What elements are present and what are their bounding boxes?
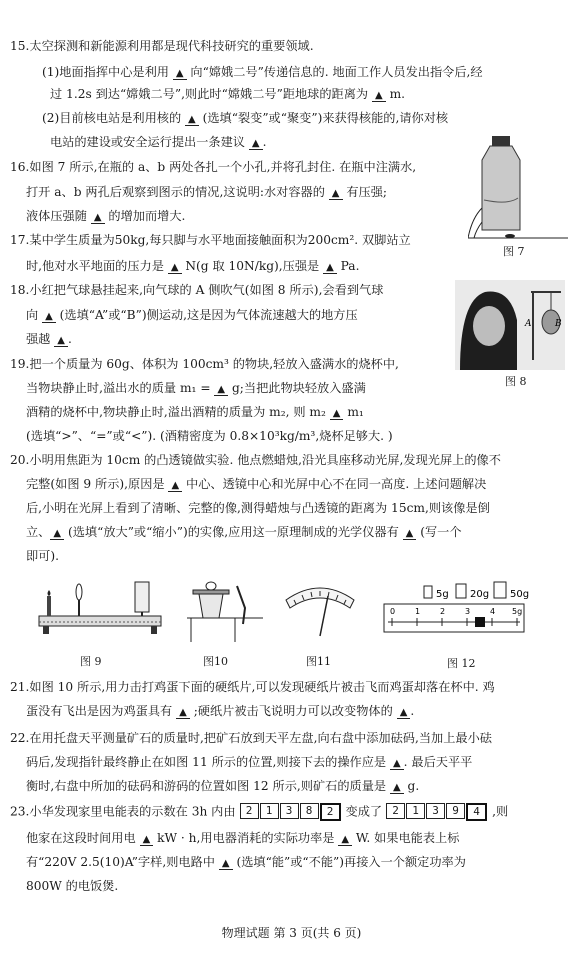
- q18-line1: 18.小红把气球悬挂起来,向气球的 A 侧吹气(如图 8 所示),会看到气球: [10, 283, 384, 297]
- figure-8-caption: 图 8: [505, 375, 527, 388]
- answer-blank: ▲: [214, 384, 228, 396]
- answer-blank: ▲: [323, 262, 337, 274]
- q19-line2: 当物块静止时,溢出水的质量 m₁ = ▲ g;当把此物块轻放入盛满: [26, 381, 366, 395]
- q15-part2-line1: (2)目前核电站是利用核的 ▲ (选填“裂变”或“聚变”)来获得核能的,请你对核: [42, 111, 449, 125]
- figure-11-balance-scale: [280, 578, 360, 638]
- q15-part2-line2: 电站的建设或安全运行提出一条建议 ▲ .: [50, 135, 267, 149]
- answer-blank: ▲: [397, 707, 411, 719]
- q16-line1: 16.如图 7 所示,在瓶的 a、b 两处各扎一个小孔,并将孔封住. 在瓶中注满水,: [10, 160, 417, 174]
- meter-reading-end: 2 1 3 9 4: [386, 803, 488, 821]
- q19-line4: (选填“>”、“=”或“<”). (酒精密度为 0.8×10³kg/m³,烧杯足够大. ): [26, 429, 393, 443]
- answer-blank: ▲: [330, 408, 344, 420]
- answer-blank: ▲: [338, 834, 352, 846]
- balloon-label-a: A: [525, 319, 532, 329]
- answer-blank: ▲: [168, 480, 182, 492]
- q18-line2: 向 ▲ (选填“A”或“B”)侧运动,这是因为气体流速越大的地方压: [26, 308, 358, 322]
- q23-line3: 有“220V 2.5(10)A”字样,则电路中 ▲ (选填“能”或“不能”)再接入一个额定功率为: [26, 855, 466, 869]
- meter-reading-start: 2 1 3 8 2: [240, 803, 342, 821]
- figure-7-caption: 图 7: [503, 245, 525, 258]
- answer-blank: ▲: [185, 114, 199, 126]
- q23-line1: 23.小华发现家里电能表的示数在 3h 内由 2 1 3 8 2 变成了 2 1 3 9 4 ,则: [10, 803, 508, 821]
- q16-line3: 液体压强随 ▲ 的增加而增大.: [26, 209, 186, 223]
- answer-blank: ▲: [42, 311, 56, 323]
- ruler-tick-3: 3: [465, 607, 471, 616]
- weight-label-2: 20g: [470, 589, 490, 600]
- q20-line1: 20.小明用焦距为 10cm 的凸透镜做实验. 他点燃蜡烛,沿光具座移动光屏,发现光屏上的像不: [10, 453, 501, 467]
- answer-blank: ▲: [168, 262, 182, 274]
- figure-10-egg-cup: [185, 578, 265, 643]
- q22-line1: 22.在用托盘天平测量矿石的质量时,把矿石放到天平左盘,向右盘中添加砝码,当加上最小砝: [10, 731, 492, 745]
- page-footer: 物理试题 第 3 页(共 6 页): [221, 926, 362, 940]
- answer-blank: ▲: [390, 758, 404, 770]
- q16-line2: 打开 a、b 两孔后观察到图示的情况,这说明:水对容器的 ▲ 有压强;: [26, 185, 388, 199]
- answer-blank: ▲: [390, 782, 404, 794]
- answer-blank: ▲: [50, 528, 64, 540]
- q15-part1-line2: 过 1.2s 到达“嫦娥二号”,则此时“嫦娥二号”距地球的距离为 ▲ m.: [50, 87, 406, 101]
- weight-label-1: 5g: [436, 589, 449, 600]
- q19-line1: 19.把一个质量为 60g、体积为 100cm³ 的物块,轻放入盛满水的烧杯中,: [10, 357, 399, 371]
- ruler-tick-1: 1: [415, 607, 421, 616]
- figure-12-weights-ruler: [380, 580, 530, 640]
- answer-blank: ▲: [176, 707, 190, 719]
- answer-blank: ▲: [249, 138, 263, 150]
- answer-blank: ▲: [219, 858, 233, 870]
- q21-line2: 蛋没有飞出是因为鸡蛋具有 ▲ ;硬纸片被击飞说明力可以改变物体的 ▲ .: [26, 704, 415, 718]
- q23-line2: 他家在这段时间用电 ▲ kW · h,用电器消耗的实际功率是 ▲ W. 如果电能表上标: [26, 831, 460, 845]
- answer-blank: ▲: [403, 528, 417, 540]
- q21-line1: 21.如图 10 所示,用力击打鸡蛋下面的硬纸片,可以发现硬纸片被击飞而鸡蛋却落在杯中. 鸡: [10, 680, 495, 694]
- ruler-tick-4: 4: [490, 607, 496, 616]
- q20-line5: 即可).: [26, 549, 60, 563]
- answer-blank: ▲: [329, 188, 343, 200]
- q19-line3: 酒精的烧杯中,物块静止时,溢出酒精的质量为 m₂, 则 m₂ ▲ m₁: [26, 405, 364, 419]
- q17-line1: 17.某中学生质量为50kg,每只脚与水平地面接触面积为200cm². 双脚站立: [10, 233, 411, 247]
- q20-line2: 完整(如图 9 所示),原因是 ▲ 中心、透镜中心和光屏中心不在同一高度. 上述问题解决: [26, 477, 487, 491]
- figure-12-caption: 图 12: [447, 657, 476, 670]
- answer-blank: ▲: [140, 834, 154, 846]
- figure-9-optical-bench: [35, 578, 165, 638]
- q17-line2: 时,他对水平地面的压力是 ▲ N(g 取 10N/kg),压强是 ▲ Pa.: [26, 259, 360, 273]
- figure-10-caption: 图10: [203, 655, 228, 668]
- q15-part1-line1: (1)地面指挥中心是利用 ▲ 向“嫦娥二号”传递信息的. 地面工作人员发出指令后,经: [42, 65, 483, 79]
- q20-line4: 立、 ▲ (选填“放大”或“缩小”)的实像,应用这一原理制成的光学仪器有 ▲ (写一个: [26, 525, 462, 539]
- figure-11-caption: 图11: [306, 655, 331, 668]
- q22-line2: 码后,发现指针最终静止在如图 11 所示的位置,则接下去的操作应是 ▲ . 最后天平平: [26, 755, 473, 769]
- q15-line1: 15.太空探测和新能源利用都是现代科技研究的重要领域.: [10, 39, 314, 53]
- answer-blank: ▲: [372, 90, 386, 102]
- q20-line3: 后,小明在光屏上看到了清晰、完整的像,测得蜡烛与凸透镜的距离为 15cm,则该像是倒: [26, 501, 490, 515]
- answer-blank: ▲: [173, 68, 187, 80]
- q23-line4: 800W 的电饭煲.: [26, 879, 119, 893]
- balloon-label-b: B: [555, 319, 562, 329]
- answer-blank: ▲: [91, 212, 105, 224]
- figure-8-photo: [455, 280, 565, 370]
- ruler-tick-2: 2: [440, 607, 446, 616]
- figure-7-bottle: [468, 130, 568, 240]
- ruler-tick-0: 0: [390, 607, 396, 616]
- weight-label-3: 50g: [510, 589, 530, 600]
- answer-blank: ▲: [54, 335, 68, 347]
- q18-line3: 强越 ▲ .: [26, 332, 72, 346]
- ruler-tick-5: 5g: [512, 607, 523, 616]
- q22-line3: 衡时,右盘中所加的砝码和游码的位置如图 12 所示,则矿石的质量是 ▲ g.: [26, 779, 420, 793]
- figure-9-caption: 图 9: [80, 655, 102, 668]
